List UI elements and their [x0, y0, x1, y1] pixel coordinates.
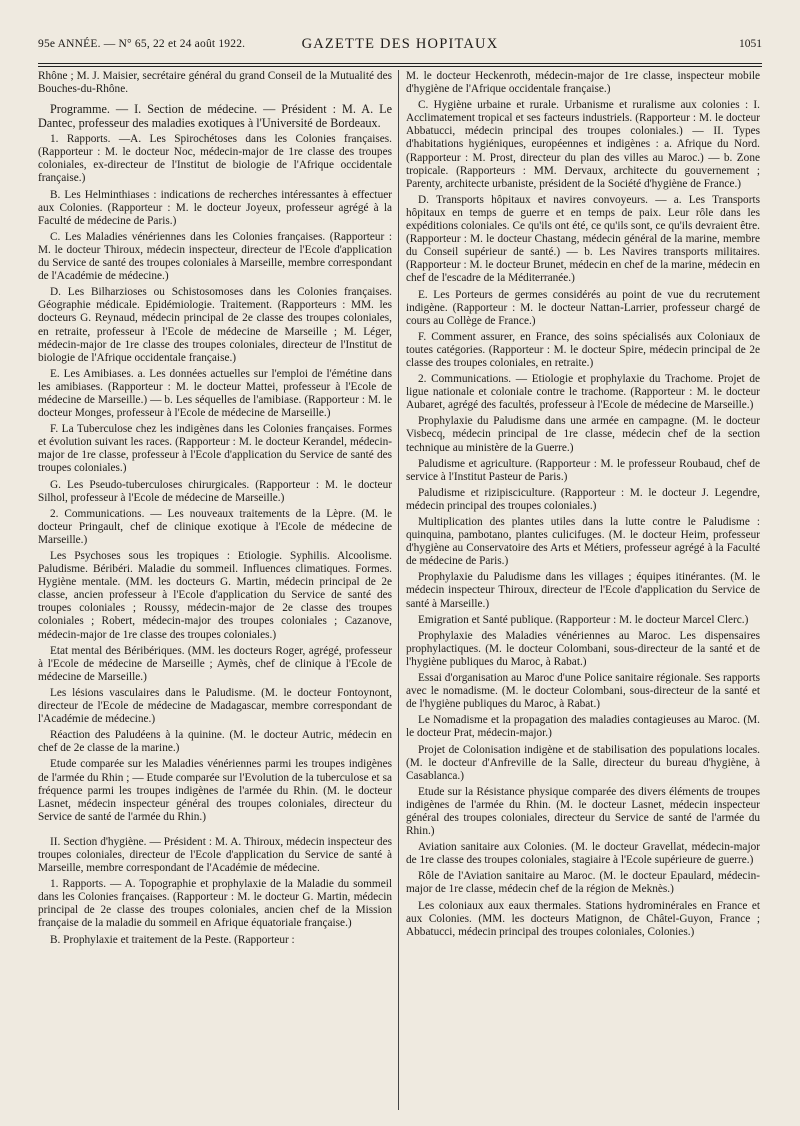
paragraph: C. Hygiène urbaine et rurale. Urbanisme et ruralisme aux colonies : I. Acclimatement tropical et ses facteurs industriels. (Rapporteur : M. le docteur Abbatucci, médecin principal des troupes coloniales.) — II. Types d'habitations hygiéniques, européennes et indigènes : a. Afrique du Nord. (Rapporteur : M. Prost, directeur du plan des villes au Maroc.) — b. Zone tropicale. (Rapporteurs : MM. Dervaux, architecte du gouvernement ; Parenty, architecte urbaniste, président de la Société d'hygiène de France.) [406, 99, 760, 190]
paragraph: Prophylaxie des Maladies vénériennes au Maroc. Les dispensaires prophylactiques. (M. le docteur Colombani, sous-directeur de la santé et de l'hygiène publiques du Maroc, à Rabat.) [406, 629, 760, 668]
paragraph: Paludisme et rizipisciculture. (Rapporteur : M. le docteur J. Legendre, médecin principal des troupes coloniales.) [406, 486, 760, 512]
paragraph: Prophylaxie du Paludisme dans une armée en campagne. (M. le docteur Visbecq, médecin principal de 1re classe, médecin chef de la section technique au ministère de la Guerre.) [406, 415, 760, 454]
page-number: 1051 [739, 38, 762, 50]
paragraph: D. Transports hôpitaux et navires convoyeurs. — a. Les Transports hôpitaux en temps de guerre et en temps de paix. Leur rôle dans les expéditions coloniales. Ce qu'ils ont été, ce qu'ils sont, ce qu'ils devraient être. (Rapporteur : M. le docteur Chastang, médecin général de la marine, membre du Conseil supérieur de santé.) — b. Les Navires transports militaires. (Rapporteur : M. le docteur Brunet, médecin en chef de la marine, médecin en chef de l'escadre de la Méditerranée.) [406, 193, 760, 285]
paragraph: F. La Tuberculose chez les indigènes dans les Colonies françaises. Formes et évolution suivant les races. (Rapporteur : M. le docteur Kerandel, médecin-major de 1re classe, professeur à l'Ecole d'application du Service de santé des troupes coloniales.) [38, 423, 392, 475]
left-column [38, 70, 392, 1115]
issue-line: 95e ANNÉE. — N° 65, 22 et 24 août 1922. [38, 38, 246, 50]
column-divider [398, 70, 399, 1110]
right-column [406, 70, 760, 1115]
header-rule [38, 63, 762, 64]
paragraph: Rhône ; M. J. Maisier, secrétaire général du grand Conseil de la Mutualité des Bouches-du-Rhône. [38, 70, 392, 96]
page-header [38, 34, 762, 58]
paragraph: Paludisme et agriculture. (Rapporteur : M. le professeur Roubaud, chef de service à l'Institut Pasteur de Paris.) [406, 457, 760, 483]
paragraph: Multiplication des plantes utiles dans la lutte contre le Paludisme : quinquina, pambotano, plantes culicifuges. (M. le docteur Heim, professeur d'hygiène au Conservatoire des Arts et Métiers, professeur agrégé à la Faculté de médecine de Paris.) [406, 516, 760, 568]
paragraph: 1. Rapports. — A. Topographie et prophylaxie de la Maladie du sommeil dans les Colonies françaises. (Rapporteur : M. le docteur G. Martin, médecin principal de 2e classe des troupes coloniales, ancien chef de la Mission française de la maladie du sommeil en Afrique équatoriale française.) [38, 878, 392, 930]
section-heading: II. Section d'hygiène. — Président : M. A. Thiroux, médecin inspecteur des troupes coloniales, directeur de l'Ecole d'application du Service de santé à Marseille, membre correspondant de l'Académie de médecine. [38, 835, 392, 875]
paragraph: Essai d'organisation au Maroc d'une Police sanitaire régionale. Ses rapports avec le nomadisme. (M. le docteur Colombani, sous-directeur de la santé et de l'hygiène publiques du Maroc, à Rabat.) [406, 672, 760, 711]
paragraph: 2. Communications. — Les nouveaux traitements de la Lèpre. (M. le docteur Pringault, chef de clinique exotique à l'Ecole de médecine de Marseille.) [38, 507, 392, 546]
paragraph: 1. Rapports. —A. Les Spirochétoses dans les Colonies françaises. (Rapporteur : M. le docteur Noc, médecin-major de 1re classe des troupes coloniales, ex-directeur de l'Institut de biologie de l'Afrique occidentale française.) [38, 133, 392, 185]
paragraph: B. Prophylaxie et traitement de la Peste. (Rapporteur : [50, 933, 295, 946]
paragraph: Etude sur la Résistance physique comparée des divers éléments de troupes indigènes de l'armée du Rhin. (M. le docteur Lasnet, médecin inspecteur général des troupes coloniales, directeur du Service de santé de l'armée du Rhin.) [406, 785, 760, 838]
paragraph: Les coloniaux aux eaux thermales. Stations hydrominérales en France et aux Colonies. (MM. les docteurs Matignon, de Châtel-Guyon, France ; Abbatucci, médecin principal des troupes coloniales, Colonies.) [406, 899, 760, 938]
paragraph: Les lésions vasculaires dans le Paludisme. (M. le docteur Fontoynont, directeur de l'Ecole de médecine de Madagascar, membre correspondant de l'Académie de médecine.) [38, 686, 392, 726]
paragraph: Etude comparée sur les Maladies vénériennes parmi les troupes indigènes de l'armée du Rhin ; — Etude comparée sur l'Evolution de la tuberculose et sa fréquence parmi les troupes indigènes de l'armée du Rhin. (M. le docteur Lasnet, médecin inspecteur général des troupes coloniales, directeur du Service de santé de l'armée du Rhin.) [38, 758, 392, 823]
paragraph: Rôle de l'Aviation sanitaire au Maroc. (M. le docteur Epaulard, médecin-major de 1re classe, médecin chef de la région de Meknès.) [406, 870, 760, 896]
paragraph: Emigration et Santé publique. (Rapporteur : M. le docteur Marcel Clerc.) [418, 613, 749, 626]
paragraph: 2. Communications. — Etiologie et prophylaxie du Trachome. Projet de ligue nationale et coloniale contre le trachome. (Rapporteur : M. le docteur Aubaret, agrégé des facultés, professeur à l'Ecole de médecine de Marseille.) [406, 373, 760, 412]
programme-heading: Programme. — I. Section de médecine. — Président : M. A. Le Dantec, professeur des maladies exotiques à l'Université de Bordeaux. [38, 102, 392, 131]
paragraph: Aviation sanitaire aux Colonies. (M. le docteur Gravellat, médecin-major de 1re classe des troupes coloniales, stagiaire à l'Ecole supérieure de guerre.) [406, 841, 760, 867]
paragraph: C. Les Maladies vénériennes dans les Colonies françaises. (Rapporteur : M. le docteur Thiroux, médecin inspecteur, directeur de l'Ecole d'application du Service de santé des troupes coloniales à Marseille, membre correspondant de l'Académie de médecine.) [38, 230, 392, 283]
paragraph: Projet de Colonisation indigène et de stabilisation des populations locales. (M. le docteur d'Anfreville de la Salle, directeur du bureau d'hygiène, à Casablanca.) [406, 743, 760, 782]
paragraph: B. Les Helminthiases : indications de recherches intéressantes à effectuer aux Colonies. (Rapporteur : M. le docteur Joyeux, professeur agrégé à la Faculté de médecine de Paris.) [38, 188, 392, 227]
paragraph: Les Psychoses sous les tropiques : Etiologie. Syphilis. Alcoolisme. Paludisme. Béribéri. Maladie du sommeil. Influences climatiques. Formes. Hygiène mentale. (MM. les docteurs G. Martin, médecin principal de 2e classe, ancien professeur à l'Ecole d'application du Service de santé des troupes coloniales ; Roussy, médecin-major de 2e classe des troupes coloniales ; Robert, médecin-major des troupes coloniales ; Cazanove, médecin-major de 1re classe des troupes coloniales.) [38, 550, 392, 641]
paragraph: Etat mental des Béribériques. (MM. les docteurs Roger, agrégé, professeur à l'Ecole de médecine de Marseille ; Aymès, chef de clinique à l'Ecole de médecine de Marseille.) [38, 644, 392, 683]
header-rule-second [38, 66, 762, 67]
paragraph: E. Les Porteurs de germes considérés au point de vue du recrutement indigène. (Rapporteur : M. le docteur Nattan-Larrier, professeur chargé de cours au Collège de France.) [406, 288, 760, 327]
paragraph: M. le docteur Heckenroth, médecin-major de 1re classe, inspecteur mobile d'hygiène de l'Afrique occidentale française.) [406, 70, 760, 96]
paragraph: E. Les Amibiases. a. Les données actuelles sur l'emploi de l'émétine dans les amibiases. (Rapporteur : M. le docteur Mattei, professeur à l'Ecole de médecine de Marseille.) — b. Les séquelles de l'amibiase. (Rapporteur : M. le docteur Monges, professeur à l'Ecole de médecine de Marseille.) [38, 367, 392, 420]
paragraph: Le Nomadisme et la propagation des maladies contagieuses au Maroc. (M. le docteur Prat, médecin-major.) [406, 714, 760, 740]
paragraph: G. Les Pseudo-tuberculoses chirurgicales. (Rapporteur : M. le docteur Silhol, professeur à l'Ecole de médecine de Marseille.) [38, 478, 392, 504]
journal-title: GAZETTE DES HOPITAUX [301, 36, 499, 52]
paragraph: D. Les Bilharzioses ou Schistosomoses dans les Colonies françaises. Géographie médicale. Epidémiologie. Traitement. (Rapporteurs : MM. les docteurs G. Reynaud, médecin principal de 2e classe des troupes coloniales, en retraite, professeur à l'Ecole de médecine de Marseille ; M. Léger, médecin-major de 1re classe des troupes coloniales, directeur de l'Institut de biologie de l'Afrique occidentale française.) [38, 286, 392, 364]
paragraph: F. Comment assurer, en France, des soins spécialisés aux Coloniaux de toutes catégories. (Rapporteur : M. le docteur Spire, médecin principal de 2e classe des troupes coloniales, en retraite.) [406, 330, 760, 369]
paragraph: Prophylaxie du Paludisme dans les villages ; équipes itinérantes. (M. le médecin inspecteur Thiroux, directeur de l'Ecole d'application du Service de santé à Marseille.) [406, 571, 760, 610]
paragraph: Réaction des Paludéens à la quinine. (M. le docteur Autric, médecin en chef de 2e classe de la marine.) [38, 729, 392, 755]
